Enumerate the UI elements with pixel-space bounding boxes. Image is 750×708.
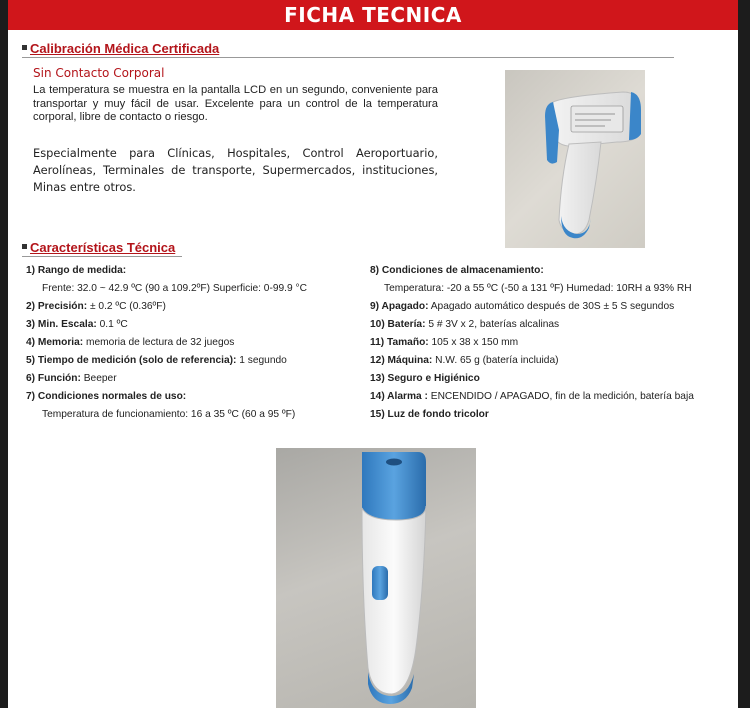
section-divider (22, 57, 674, 58)
spec-item-detail: Temperatura: -20 a 55 ºC (-50 a 131 ºF) Humedad: 10RH a 93% RH (384, 283, 692, 294)
spec-item: 10) Batería: 5 # 3V x 2, baterías alcalinas (370, 319, 560, 330)
bullet-icon (22, 45, 27, 50)
spec-item: 12) Máquina: N.W. 65 g (batería incluida) (370, 355, 559, 366)
section-heading-calibration (22, 41, 219, 57)
spec-item: 6) Función: Beeper (26, 373, 117, 384)
subtitle: Sin Contacto Corporal (33, 66, 165, 80)
spec-item: 5) Tiempo de medición (solo de referencia): 1 segundo (26, 355, 287, 366)
spec-item: 3) Min. Escala: 0.1 ºC (26, 319, 128, 330)
spec-item: 11) Tamaño: 105 x 38 x 150 mm (370, 337, 519, 348)
heading-text: Características Técnica (30, 240, 176, 255)
spec-item: 4) Memoria: memoria de lectura de 32 juegos (26, 337, 235, 348)
spec-item: 2) Precisión: ± 0.2 ºC (0.36ºF) (26, 301, 166, 312)
description-paragraph: La temperatura se muestra en la pantalla LCD en un segundo, conveniente para transportar y muy fácil de usar. Excelente para un control de la temperatura corporal, libre de contacto o riesgo. (33, 84, 438, 123)
thermometer-side-photo (505, 70, 645, 248)
section-divider (22, 256, 182, 257)
spec-item: 13) Seguro e Higiénico (370, 373, 480, 384)
spec-item: 7) Condiciones normales de uso: (26, 391, 187, 402)
spec-item-detail: Temperatura de funcionamiento: 16 a 35 ºC (60 a 95 ºF) (42, 409, 296, 420)
thermometer-front-photo (276, 448, 476, 708)
spec-item: 14) Alarma : ENCENDIDO / APAGADO, fin de la medición, batería baja (370, 391, 694, 402)
section-heading-features (22, 240, 175, 256)
spec-item: 8) Condiciones de almacenamiento: (370, 265, 544, 276)
bullet-icon (22, 244, 27, 249)
spec-item: 9) Apagado: Apagado automático después de 30S ± 5 S segundos (370, 301, 675, 312)
spec-sheet (8, 0, 738, 708)
usage-paragraph: Especialmente para Clínicas, Hospitales, Control Aeroportuario, Aerolíneas, Terminales de transporte, Supermercados, instituciones, Minas entre otros. (33, 146, 438, 194)
banner-title: FICHA TECNICA (8, 0, 738, 30)
heading-text: Calibración Médica Certificada (30, 41, 220, 56)
thermometer-side-illustration (505, 70, 645, 248)
spec-item-detail: Frente: 32.0 ~ 42.9 ºC (90 a 109.2ºF) Superficie: 0-99.9 °C (42, 283, 307, 294)
spec-item: 1) Rango de medida: (26, 265, 127, 276)
spec-item: 15) Luz de fondo tricolor (370, 409, 489, 420)
thermometer-front-illustration (276, 448, 476, 708)
